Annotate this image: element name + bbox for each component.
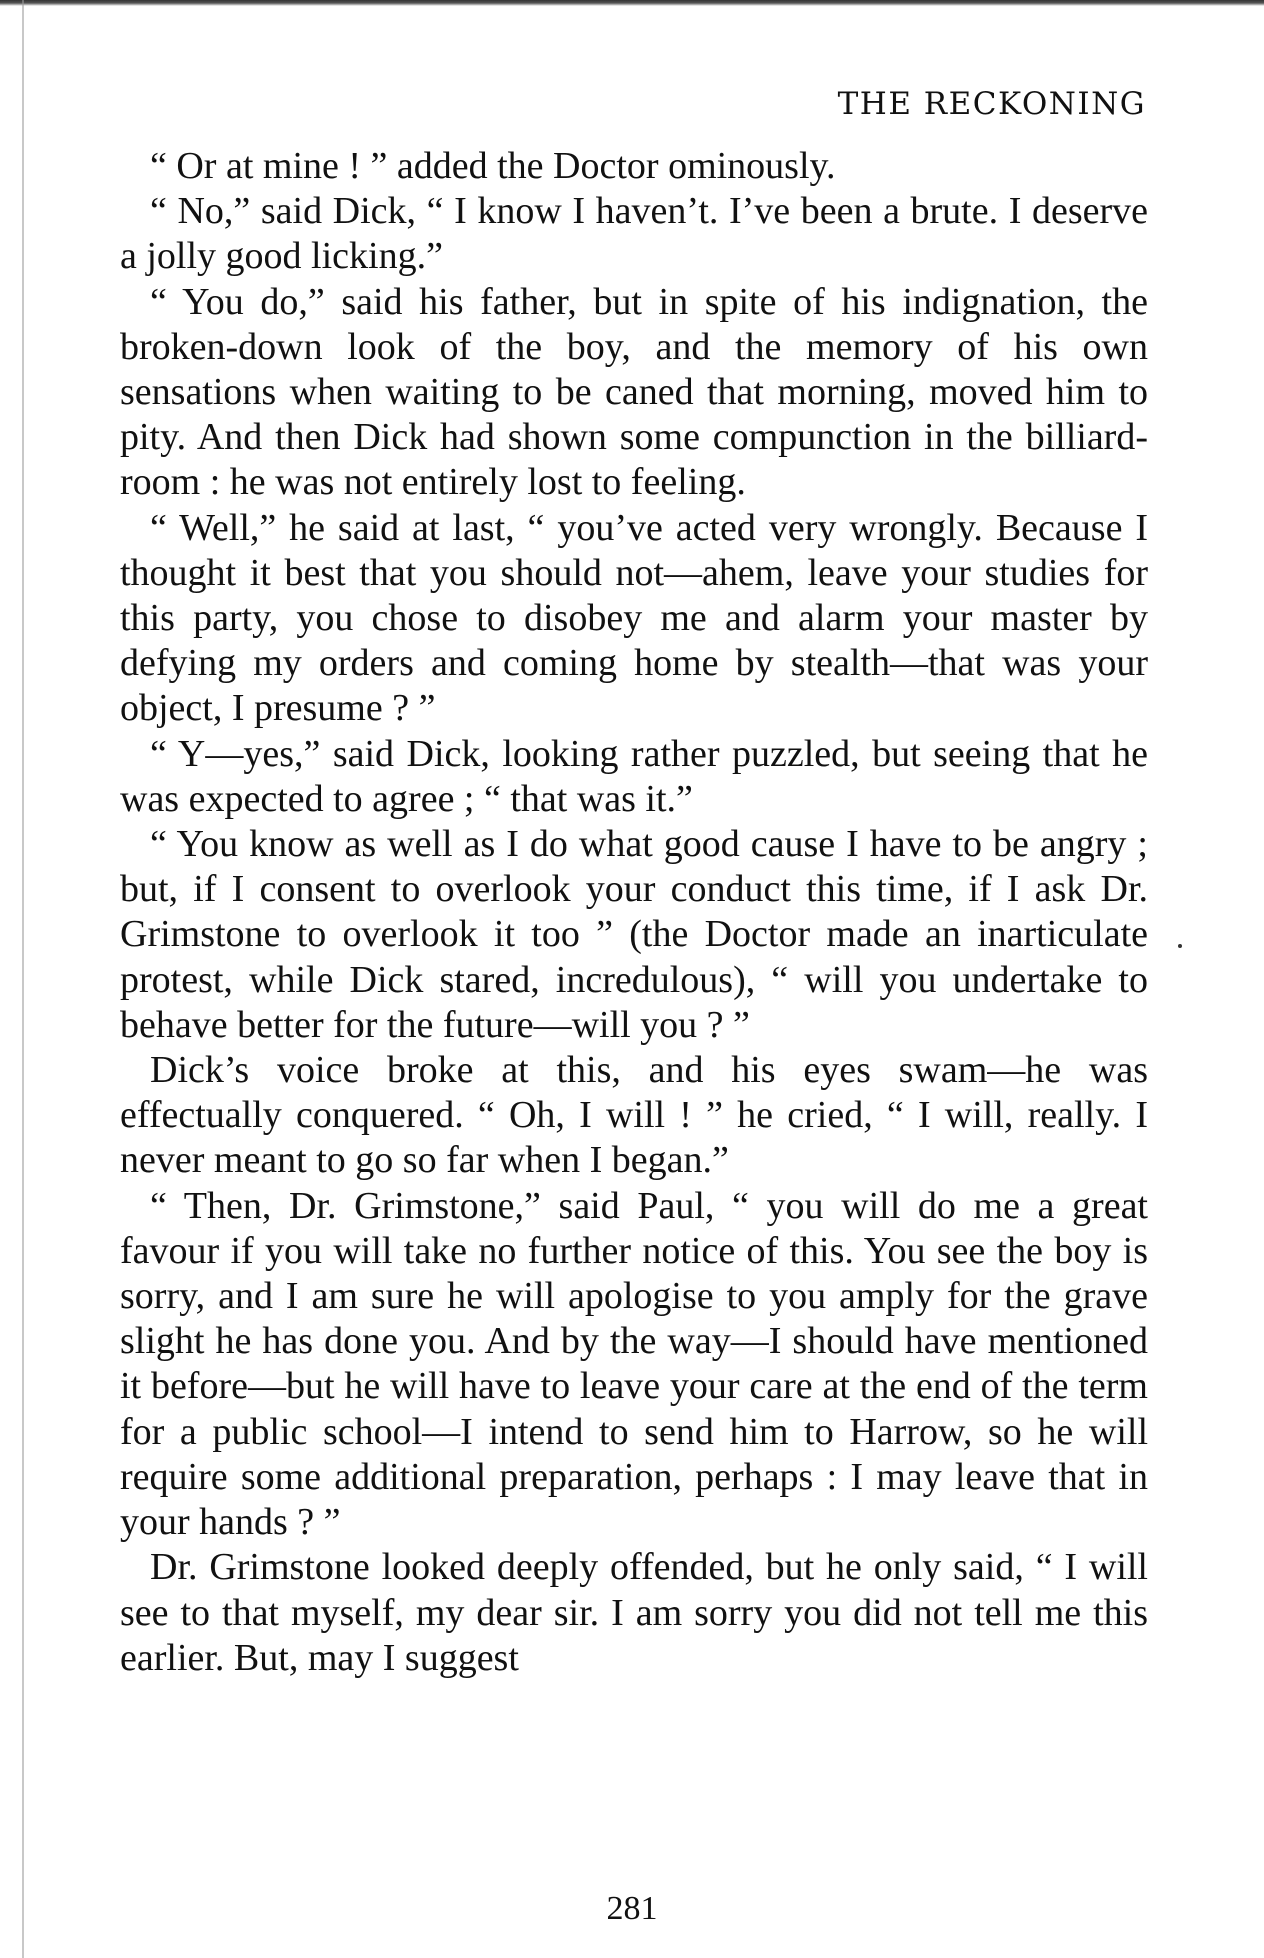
paragraph: Dr. Grimstone looked deeply offended, but he only said, “ I will see to that myself, my dear sir. I am sorry you did not tell me this earlier. But, may I suggest [120,1546,1148,1679]
paragraph: “ You do,” said his father, but in spite of his indignation, the broken-down look of the boy, and the memory of his own sensations when waiting to be caned that morning, moved him to pity. And then Dick had shown some compunction in the billiard-room : he was not entirely lost to feeling. [120,280,1148,504]
paragraph: “ Well,” he said at last, “ you’ve acted very wrongly. Because I thought it best that you should not—ahem, leave your studies for this party, you chose to disobey me and alarm your master by defying my orders and coming home by stealth—that was your object, I presume ? ” [120,506,1148,730]
paragraph: “ You know as well as I do what good cause I have to be angry ; but, if I consent to overlook your conduct this time, if I ask Dr. Grimstone to overlook it too ” (the Doctor made an inarticulate protest, while Dick stared, incredulous), “ will you undertake to behave better for the future—will you ? ” [120,823,1148,1046]
paragraph: “ Then, Dr. Grimstone,” said Paul, “ you will do me a great favour if you will take no further notice of this. You see the boy is sorry, and I am sure he will apologise to you amply for the grave slight he has done you. And by the way—I should have mentioned it before—but he will have to leave your care at the end of the term for a public school—I intend to send him to Harrow, so he will require some additional preparation, perhaps : I may leave that in your hands ? ” [120,1184,1148,1544]
paragraph: Dick’s voice broke at this, and his eyes swam—he was effectually conquered. “ Oh, I will ! ” he cried, “ I will, really. I never meant to go so far when I began.” [120,1049,1148,1182]
page-top-edge [0,0,1264,6]
running-head: THE RECKONING [837,86,1146,122]
paragraph: “ No,” said Dick, “ I know I haven’t. I’ve been a brute. I deserve a jolly good licking.” [120,190,1148,278]
print-speck [1178,944,1182,948]
page-left-edge [22,0,24,1958]
body-text [120,144,1148,1681]
paragraph: “ Or at mine ! ” added the Doctor ominously. [150,145,836,187]
paragraph: “ Y—yes,” said Dick, looking rather puzzled, but seeing that he was expected to agree ; “ that was it.” [120,732,1148,820]
page-number: 281 [606,1890,658,1927]
